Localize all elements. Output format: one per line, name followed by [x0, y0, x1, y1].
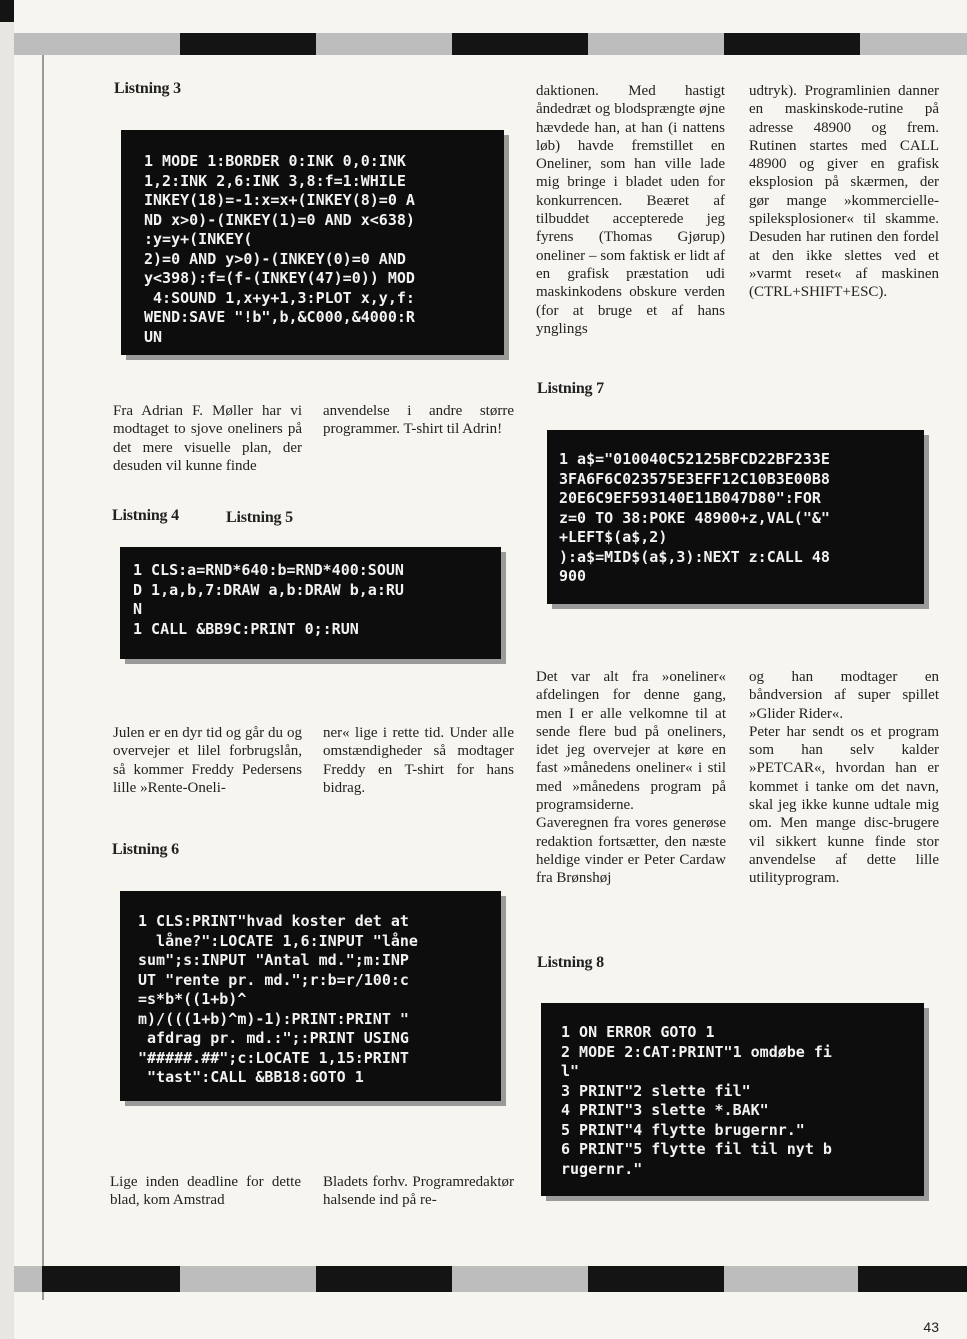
listing-45-code — [120, 547, 501, 659]
listing-6-code — [120, 891, 501, 1101]
julen-text-col1: Julen er en dyr tid og går du og overvejer et lilel forbrugslån, så kommer Freddy Pedersens lille »Rente-Oneli- — [113, 725, 302, 796]
adrian-text-col1: Fra Adrian F. Møller har vi modtaget to sjove oneliners på det mere visuelle plan, der desuden vil kunne finde — [113, 403, 302, 474]
listing-3-code — [121, 130, 504, 355]
listing-7-code-text: 1 a$="010040C52125BFCD22BF233E 3FA6F6C023575E3EFF12C10B3E00B8 20E6C9EF593140E11B047D80":FOR z=0 TO 38:POKE 48900+z,VAL("&" +LEFT$(a$,2) ):a$=MID$(a$,3):NEXT z:CALL 48 900 — [559, 450, 830, 585]
listing-8-heading: Listning 8 — [537, 954, 604, 971]
listing-8-code — [541, 1003, 924, 1196]
daktionen-text-col1: daktionen. Med hastigt åndedræt og blodsprængte øjne hævdede han, at han (i nattens løb) havde fremstillet en Oneliner, som han ville lade mig bringe i bladet uden for konkurrencen. Beæret af tilbuddet accepterede jeg fyrens (Thomas Gjørup) oneliner – som faktisk er lidt af en grafisk præstation udi maskinkodens obskure verden (for at bruge et af hans ynglings — [536, 83, 725, 337]
daktionen-text-col2: udtryk). Programlinien danner en maskinskode-rutine på adresse 48900 og frem. Rutinen startes med CALL 48900 og giver en grafisk eksplosion på skærmen, der gør mange »kommercielle-spileksplosioner« til skamme. Desuden har rutinen den fordel at den ikke slettes ved et »varmt reset« af maskinen (CTRL+SHIFT+ESC). — [749, 83, 939, 301]
petcar-paragraph-2: Peter har sendt os et program som han selv kalder »PETCAR«, hvordan han er kommet i tanke om det navn, skal jeg ikke kunne udtale mig om. Men mange disc-brugere vil sikkert kunne finde stor anvendelse af dette lille utilityprogram. — [749, 723, 939, 887]
bottom-stripe-band — [0, 1266, 967, 1292]
listing-6-heading: Listning 6 — [112, 841, 179, 858]
listing-3-code-text: 1 MODE 1:BORDER 0:INK 0,0:INK 1,2:INK 2,6:INK 3,8:f=1:WHILE INKEY(18)=-1:x=x+(INKEY(8)=0 A ND x>0)-(INKEY(1)=0 AND x<638) :y=y+(INKEY( 2)=0 AND y>0)-(INKEY(0)=0 AND y<398):f=(f-(INKEY(47)=0)) MOD 4:SOUND 1,x+y+1,3:PLOT x,y,f: WEND:SAVE "!b",b,&C000,&4000:R UN — [144, 152, 415, 346]
listing-8-code-text: 1 ON ERROR GOTO 1 2 MODE 2:CAT:PRINT"1 omdøbe fi l" 3 PRINT"2 slette fil" 4 PRINT"3 slette *.BAK" 5 PRINT"4 flytte brugernr." 6 PRINT"5 flytte fil til nyt b rugernr." — [561, 1023, 832, 1178]
oneliner-paragraph-2: Gaveregnen fra vores generøse redaktion fortsætter, den næste heldige vinder er Peter Cardaw fra Brønshøj — [536, 815, 726, 887]
left-margin-line — [42, 40, 44, 1300]
listing-4-heading: Listning 4 — [112, 507, 179, 524]
page-number: 43 — [923, 1319, 939, 1335]
julen-text-col2: ner« lige i rette tid. Under alle omstændigheder så modtager Freddy en T-shirt for hans bidrag. — [323, 725, 514, 796]
oneliner-text-col1 — [536, 668, 726, 888]
oneliner-paragraph-1: Det var alt fra »oneliner« afdelingen for denne gang, men I er alle velkomne til at sende flere bud på oneliners, idet jeg overvejer at køre en fast »månedens oneliner« i stil med »månedens program på programsiderne. — [536, 669, 726, 814]
oneliner-text-col2 — [749, 668, 939, 888]
listing-45-code-text: 1 CLS:a=RND*640:b=RND*400:SOUN D 1,a,b,7:DRAW a,b:DRAW b,a:RU N 1 CALL &BB9C:PRINT 0;:RUN — [133, 561, 404, 638]
lige-text-col1: Lige inden deadline for dette blad, kom Amstrad — [110, 1174, 301, 1209]
listing-6-code-text: 1 CLS:PRINT"hvad koster det at låne?":LOCATE 1,6:INPUT "låne sum";s:INPUT "Antal md.";m:INP UT "rente pr. md.";r:b=r/100:c =s*b*((1+b)^ m)/(((1+b)^m)-1):PRINT:PRINT " afdrag pr. md.:";:PRINT USING "#####.##";c:LOCATE 1,15:PRINT "tast":CALL &BB18:GOTO 1 — [138, 912, 418, 1086]
listing-7-code — [547, 430, 924, 604]
listing-3-heading: Listning 3 — [114, 80, 181, 97]
left-margin-strip — [0, 0, 14, 1339]
adrian-text-col2: anvendelse i andre større programmer. T-shirt til Adrin! — [323, 403, 514, 438]
listing-5-heading: Listning 5 — [226, 509, 293, 526]
listing-7-heading: Listning 7 — [537, 380, 604, 397]
top-stripe-band — [0, 33, 967, 55]
petcar-paragraph-1: og han modtager en båndversion af super spillet »Glider Rider«. — [749, 669, 939, 722]
lige-text-col2: Bladets forhv. Programredaktør halsende ind på re- — [323, 1174, 514, 1209]
